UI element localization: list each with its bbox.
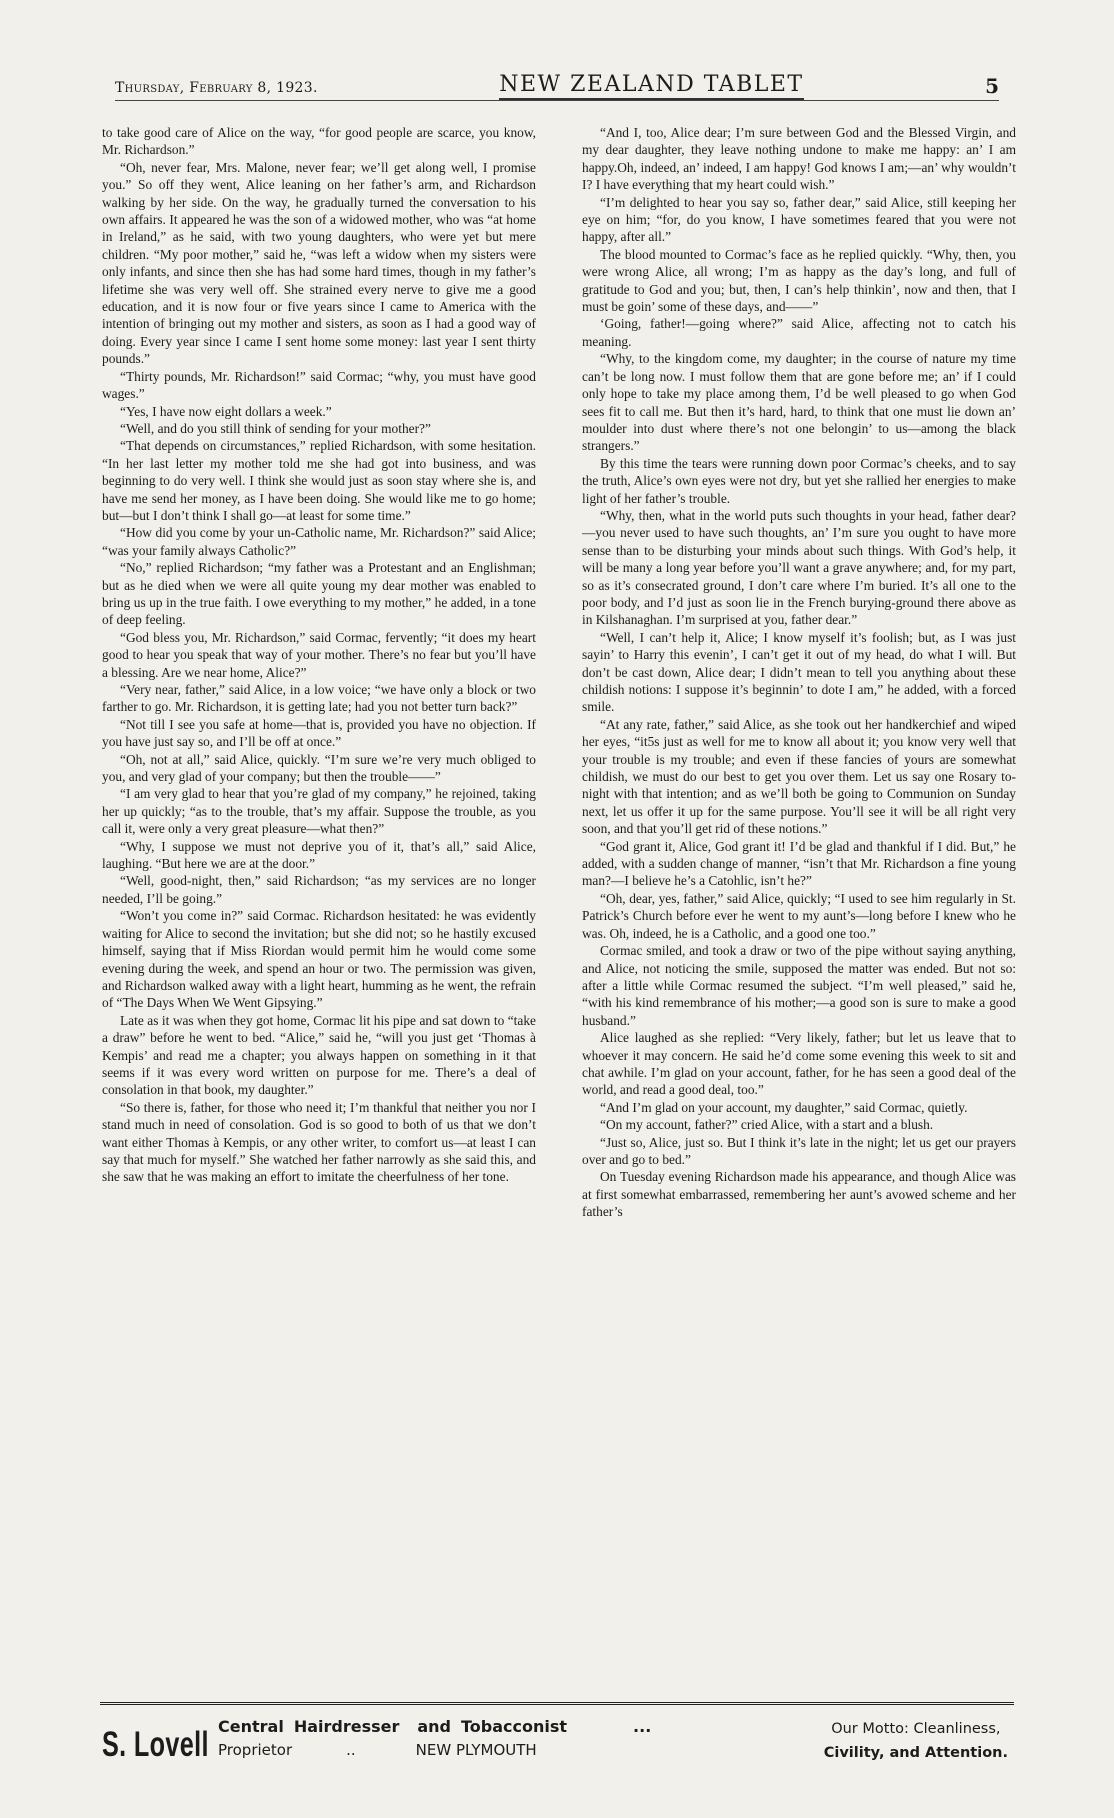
article-paragraph: “Won’t you come in?” said Cormac. Richardson hesitated: he was evidently waiting for Alice to second the invitation; but she did not; so he hastily excused himself, saying that if Miss Riordan would permit him he would come some evening during the week, and spend an hour or two. The permission was given, and Richardson walked away with a light heart, humming as he went, the refrain of “The Days When We Went Gipsying.” — [102, 908, 536, 1011]
advertiser-details — [218, 1717, 778, 1765]
article-paragraph: “I’m delighted to hear you say so, father dear,” said Alice, still keeping her eye on him; “for, do you know, I have sometimes feared that you were not happy, after all.” — [582, 194, 1016, 245]
article-paragraph: “Well, I can’t help it, Alice; I know myself it’s foolish; but, as I was just sayin’ to Harry this evenin’, I can’t get it out of my head, do what I will. But don’t be cast down, Alice dear; I didn’t mean to tell you anything about these childish notions: I suppose it’s beginnin’ to dote I am,” he added, with a forced smile. — [582, 629, 1016, 715]
motto-line-1: Our Motto: Cleanliness, — [831, 1721, 1001, 1737]
article-paragraph: to take good care of Alice on the way, “for good people are scarce, you know, Mr. Richardson.” — [102, 125, 536, 158]
article-paragraph: “That depends on circumstances,” replied Richardson, with some hesitation. “In her last letter my mother told me she had got into business, and was beginning to do very well. I think she would just as soon stay where she is, and have me send her money, as I have been doing. She would like me to go home; but—but I don’t think I shall go—at least for some time.” — [102, 438, 536, 523]
article-paragraph: On Tuesday evening Richardson made his appearance, and though Alice was at first somewhat embarrassed, remembering her aunt’s avowed scheme and her father’s — [582, 1169, 1016, 1220]
article-paragraph: By this time the tears were running down poor Cormac’s cheeks, and to say the truth, Alice’s own eyes were not dry, but yet she rallied her energies to make light of her father’s trouble. — [582, 455, 1016, 506]
article-paragraph: “Just so, Alice, just so. But I think it’s late in the night; let us get our prayers over and go to bed.” — [582, 1134, 1016, 1167]
left-column — [102, 124, 536, 1679]
article-paragraph: “And I’m glad on your account, my daughter,” said Cormac, quietly. — [600, 1099, 968, 1115]
leader-dots: ... — [633, 1717, 652, 1736]
article-paragraph: “No,” replied Richardson; “my father was a Protestant and an Englishman; but as he died when we were all quite young my dear mother was enabled to bring us up in the true faith. I owe everything to my mother,” he added, in a tone of deep feeling. — [102, 560, 536, 628]
article-paragraph: “Very near, father,” said Alice, in a low voice; “we have only a block or two farther to go. Mr. Richardson, it is getting late; had you not better turn back?” — [102, 682, 536, 715]
article-paragraph: “I am very glad to hear that you’re glad of my company,” he rejoined, taking her up quickly; “as to the trouble, that’s my affair. Suppose the trouble, as you call it, were only a very great pleasure—what then?” — [102, 786, 536, 837]
page-header — [115, 66, 999, 101]
article-paragraph: “Oh, not at all,” said Alice, quickly. “I’m sure we’re very much obliged to you, and very glad of your company; but then the trouble——” — [102, 751, 536, 785]
article-body — [102, 124, 1016, 1679]
article-paragraph: “Not till I see you safe at home—that is, provided you have no objection. If you have just say so, and I’ll be off at once.” — [102, 716, 536, 750]
article-paragraph: “And I, too, Alice dear; I’m sure between God and the Blessed Virgin, and my dear daughter, they leave nothing undone to make me happy: an’ I am happy.Oh, indeed, an’ indeed, I am happy! God knows I am;—an’ why wouldn’t I? I have everything that my heart could wish.” — [582, 125, 1016, 193]
proprietor-label: Proprietor — [218, 1741, 293, 1759]
article-paragraph: “Yes, I have now eight dollars a week.” — [120, 403, 332, 419]
article-paragraph: “How did you come by your un-Catholic name, Mr. Richardson?” said Alice; “was your family always Catholic?” — [102, 525, 536, 558]
article-paragraph: “Well, good-night, then,” said Richardson; “as my services are no longer needed, I’ll be going.” — [102, 873, 536, 906]
article-paragraph: “Why, to the kingdom come, my daughter; in the course of nature my time can’t be long now. I must follow them that are gone before me; an’ if I could only hope to take my place among them, I’d be well pleased to go when God sees fit to call me. But then it’s hard, hard, to think that one must lie down an’ moulder into dust where there’s not one belongin’ to us—among the black strangers.” — [582, 351, 1016, 454]
advertiser-motto — [824, 1717, 1008, 1765]
advertiser-name: S. Lovell — [102, 1725, 209, 1764]
trade-word-tobacconist: Tobacconist — [461, 1717, 568, 1736]
article-paragraph: “Why, then, what in the world puts such thoughts in your head, father dear?—you never used to have such thoughts, an’ I’m sure you ought to have more sense than to be disturbing your minds about such things. With God’s help, it will be many a long year before you’ll want a grave anywhere; and, for my part, so as it’s consecrated ground, I don’t care where I’m buried. It’s all one to the poor body, and I’d just as soon lie in the French burying-ground there above as in Kilshanaghan. I’m surprised at you, father dear.” — [582, 507, 1016, 628]
article-paragraph: The blood mounted to Cormac’s face as he replied quickly. “Why, then, you were wrong Alice, all wrong; I’m as happy as the day’s long, and full of gratitude to God and you; but, then, I can’s help thinkin’, now and then, that I must be goin’ some of these days, and——” — [582, 246, 1016, 315]
article-paragraph: “Oh, never fear, Mrs. Malone, never fear; we’ll get along well, I promise you.” So off they went, Alice leaning on her father’s arm, and Richardson walking by her side. On the way, he gradually turned the conversation to his own affairs. It appeared he was the son of a widowed mother, who was “at home in Ireland,” as he said, with two young daughters, who were yet but mere children. “My poor mother,” said he, “was left a widow when my sisters were only infants, and since then she has had some hard times, though in my father’s lifetime she was very well off. She strained every nerve to give me a good education, and it is now four or five years since I came to America with the intention of bringing out my mother and sisters, as soon as I had a good way of doing. Every year since I came I sent home some money: last year I sent thirty pounds.” — [102, 159, 536, 367]
article-paragraph: Alice laughed as she replied: “Very likely, father; but let us leave that to whoever it may concern. He said he’d come some evening this week to sit and chat awhile. I’m glad on your account, father, for he has seen a good deal of the world, and read a good deal, too.” — [582, 1030, 1016, 1098]
article-paragraph: “Thirty pounds, Mr. Richardson!” said Cormac; “why, you must have good wages.” — [102, 368, 536, 402]
article-paragraph: “So there is, father, for those who need it; I’m thankful that neither you nor I stand much in need of consolation. God is so good to both of us that we don’t want either Thomas à Kempis, or any other writer, to comfort us—at least I can say that much for myself.” She watched her father narrowly as she said this, and she saw that he was making an effort to imitate the cheerfulness of her tone. — [102, 1099, 536, 1185]
article-paragraph: “Why, I suppose we must not deprive you of it, that’s all,” said Alice, laughing. “But here we are at the door.” — [102, 838, 536, 872]
advertisement-banner — [100, 1702, 1014, 1783]
article-paragraph: “God grant it, Alice, God grant it! I’d be glad and thankful if I did. But,” he added, with a sudden change of manner, “isn’t that Mr. Richardson a fine young man?—I believe he’s a Catohlic, isn’t he?” — [582, 838, 1016, 889]
motto-line-2: Civility, and Attention. — [823, 1745, 1008, 1761]
issue-date: Thursday, February 8, 1923. — [115, 80, 318, 96]
trade-word-hairdresser: Hairdresser — [293, 1717, 400, 1736]
trade-word-and: and — [417, 1717, 451, 1736]
article-paragraph: ‘Going, father!—going where?” said Alice, affecting not to catch his meaning. — [582, 316, 1016, 349]
article-paragraph: “On my account, father?” cried Alice, with a start and a blush. — [600, 1117, 934, 1133]
trade-word-central: Central — [218, 1717, 284, 1736]
location: NEW PLYMOUTH — [415, 1741, 537, 1759]
publication-title: NEW ZEALAND TABLET — [499, 72, 803, 100]
leader-dots-2: .. — [346, 1741, 356, 1759]
article-paragraph: Late as it was when they got home, Cormac lit his pipe and sat down to “take a draw” before he went to bed. “Alice,” said he, “will you just get ‘Thomas à Kempis’ and read me a chapter; you always happen on something in it that seems if it was every word written on purpose for me. There’s a deal of consolation in that book, my daughter.” — [102, 1012, 536, 1098]
page-number: 5 — [985, 74, 999, 98]
article-paragraph: “At any rate, father,” said Alice, as she took out her handkerchief and wiped her eyes, “it5s just as well for me to know all about it; you know very well that your trouble is my trouble; and even if these fancies of yours are somewhat childish, we must do our best to get you over them. Let us say one Rosary to-night with that intention; and as we’ll both be going to Communion on Sunday next, let us offer it up for the same purpose. You’ll see it will be all right very soon, and that you’ll get rid of these notions.” — [582, 716, 1016, 837]
right-column — [582, 124, 1016, 1679]
advertiser-trade-line — [218, 1717, 778, 1741]
article-paragraph: “Well, and do you still think of sending for your mother?” — [120, 420, 431, 436]
article-paragraph: “God bless you, Mr. Richardson,” said Cormac, fervently; “it does my heart good to hear you speak that way of your mother. There’s no fear but you’ll have a blessing. Are we near home, Alice?” — [102, 629, 536, 680]
advertiser-location-line — [218, 1741, 778, 1765]
article-paragraph: Cormac smiled, and took a draw or two of the pipe without saying anything, and Alice, not noticing the smile, supposed the matter was ended. But not so: after a little while Cormac resumed the subject. “I’m well pleased,” said he, “with his kind remembrance of his mother;—a good son is sure to make a good husband.” — [582, 943, 1016, 1028]
article-paragraph: “Oh, dear, yes, father,” said Alice, quickly; “I used to see him regularly in St. Patrick’s Church before ever he went to my aunt’s—long before I knew who he was. Oh, indeed, he is a Catholic, and a good one too.” — [582, 890, 1016, 941]
